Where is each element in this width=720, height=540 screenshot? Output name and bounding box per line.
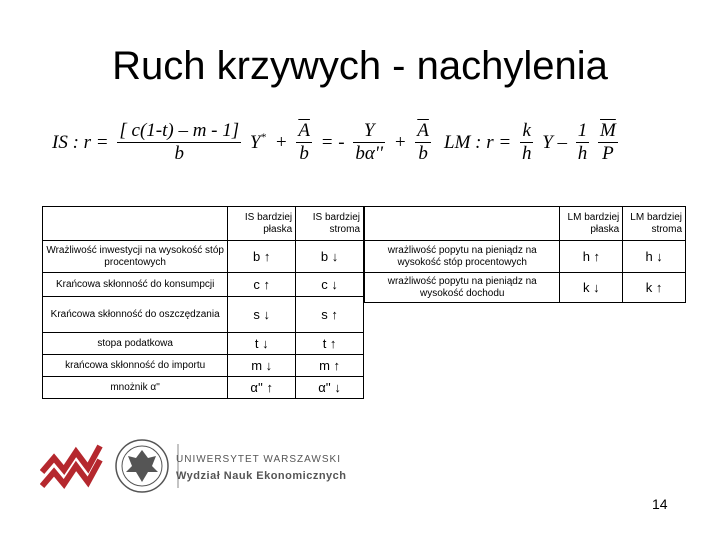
eagle-icon bbox=[126, 450, 158, 482]
table-row: Krańcowa skłonność do konsumpcji c ↑ c ↓ bbox=[43, 273, 364, 297]
slide-title: Ruch krzywych - nachylenia bbox=[112, 44, 608, 88]
header-cell: IS bardziej płaska bbox=[228, 207, 296, 241]
header-cell: LM bardziej stroma bbox=[623, 207, 686, 241]
header-cell: LM bardziej płaska bbox=[560, 207, 623, 241]
is-frac1: $\frac{[ c(1-t) - m - 1]}{b}$ bbox=[119, 120, 240, 164]
lm-frac2: $\frac{1}{h}$ bbox=[577, 120, 588, 164]
page-number: 14 bbox=[652, 496, 668, 512]
table-row: mnożnik α'' α'' ↑ α'' ↓ bbox=[43, 377, 364, 399]
is-slope-table bbox=[42, 206, 364, 399]
lm-frac3: $\frac{\overline{M}}{P}$ bbox=[600, 120, 616, 164]
table-header-row bbox=[43, 207, 364, 241]
logo-graphic bbox=[40, 436, 370, 496]
is-frac4: $\frac{\overline{A}}{b}$ bbox=[417, 120, 429, 164]
is-formula: IS : r = $\frac{[ c(1-t) - m - 1]}{b}$ Y* + $\frac{\overline{A}}{b}$ = - $\frac{Y}{b\alpha''}$ + $\frac{\overline{A}}{b}$ bbox=[52, 120, 429, 164]
header-cell: IS bardziej stroma bbox=[296, 207, 364, 241]
is-frac3: $\frac{Y}{b\alpha''}$ bbox=[355, 120, 383, 164]
is-frac2: $\frac{\overline{A}}{b}$ bbox=[298, 120, 310, 164]
header-cell bbox=[365, 207, 560, 241]
table-row: wrażliwość popytu na pieniądz na wysokość stóp procentowych h ↑ h ↓ bbox=[365, 241, 686, 273]
table-row: Krańcowa skłonność do oszczędzania s ↓ s ↑ bbox=[43, 297, 364, 333]
university-logo bbox=[40, 436, 370, 496]
table-row: wrażliwość popytu na pieniądz na wysokość dochodu k ↓ k ↑ bbox=[365, 273, 686, 303]
lm-slope-table bbox=[364, 206, 686, 303]
lm-frac1: $\frac{k}{h}$ bbox=[521, 120, 532, 164]
table-row: stopa podatkowa t ↓ t ↑ bbox=[43, 333, 364, 355]
logo-line-2: Wydział Nauk Ekonomicznych bbox=[176, 470, 347, 482]
header-cell bbox=[43, 207, 228, 241]
lm-formula: LM : r = $\frac{k}{h}$ Y – $\frac{1}{h}$ $\frac{\overline{M}}{P}$ bbox=[444, 120, 616, 164]
logo-line-1: UNIWERSYTET WARSZAWSKI bbox=[176, 454, 341, 465]
table-header-row bbox=[365, 207, 686, 241]
table-row: Wrażliwość inwestycji na wysokość stóp procentowych b ↑ b ↓ bbox=[43, 241, 364, 273]
table-row: krańcowa skłonność do importu m ↓ m ↑ bbox=[43, 355, 364, 377]
